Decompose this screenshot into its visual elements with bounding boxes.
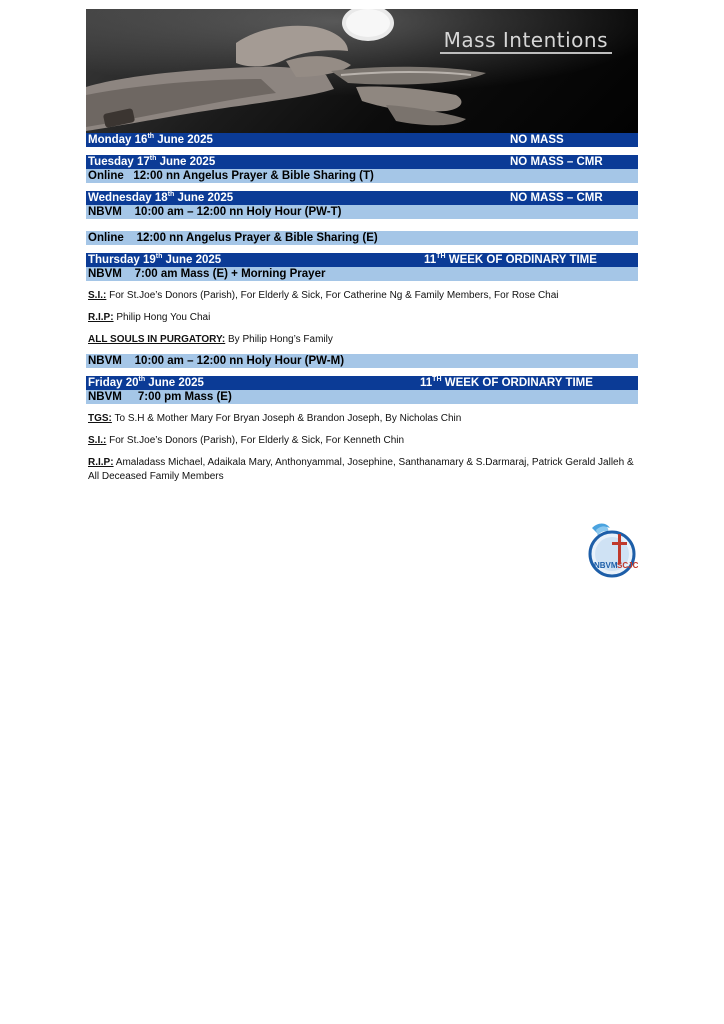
- intention-rip: R.I.P: Philip Hong You Chai: [88, 312, 211, 323]
- intention-all-souls: ALL SOULS IN PURGATORY: By Philip Hong’s Family: [88, 334, 333, 345]
- monday-status: NO MASS: [510, 134, 564, 146]
- monday-date: Monday 16th June 2025: [88, 133, 213, 146]
- thursday-header: [86, 253, 638, 267]
- thursday-date: Thursday 19th June 2025: [88, 253, 222, 266]
- tuesday-status: NO MASS – CMR: [510, 156, 603, 168]
- wednesday-online-line: [86, 231, 638, 245]
- monday-header: [86, 133, 638, 147]
- svg-text:NBVM: NBVM: [594, 561, 618, 570]
- service-location: NBVM: [88, 391, 122, 403]
- wednesday-status: NO MASS – CMR: [510, 192, 603, 204]
- parish-logo-icon: [584, 520, 640, 580]
- banner-title: Mass Intentions: [440, 29, 612, 54]
- service-detail: 7:00 am Mass (E) + Morning Prayer: [134, 268, 326, 280]
- svg-text:SCJC: SCJC: [617, 561, 639, 570]
- intention-tgs: TGS: To S.H & Mother Mary For Bryan Joseph & Brandon Joseph, By Nicholas Chin: [88, 413, 462, 424]
- service-detail: 10:00 am – 12:00 nn Holy Hour (PW-T): [134, 206, 342, 218]
- bulletin-page: [86, 9, 638, 484]
- service-location: Online: [88, 232, 124, 244]
- intention-si: S.I.: For St.Joe’s Donors (Parish), For Elderly & Sick, For Catherine Ng & Family Members, For Rose Chai: [88, 290, 559, 301]
- friday-date: Friday 20th June 2025: [88, 376, 204, 389]
- service-location: Online: [88, 170, 124, 182]
- friday-header: [86, 376, 638, 390]
- mass-intentions-banner: [86, 9, 638, 133]
- service-detail: 12:00 nn Angelus Prayer & Bible Sharing (E): [136, 232, 378, 244]
- wednesday-header: [86, 191, 638, 205]
- wednesday-holy-hour-line: [86, 205, 638, 219]
- intention-si: S.I.: For St.Joe’s Donors (Parish), For Elderly & Sick, For Kenneth Chin: [88, 435, 405, 446]
- service-detail: 12:00 nn Angelus Prayer & Bible Sharing (T): [133, 170, 374, 182]
- wednesday-date: Wednesday 18th June 2025: [88, 191, 234, 204]
- tuesday-online-line: [86, 169, 638, 183]
- service-location: NBVM: [88, 268, 122, 280]
- service-detail: 10:00 am – 12:00 nn Holy Hour (PW-M): [134, 355, 345, 367]
- tuesday-header: [86, 155, 638, 169]
- thursday-holy-hour-line: [86, 354, 638, 368]
- service-location: NBVM: [88, 355, 122, 367]
- tuesday-date: Tuesday 17th June 2025: [88, 155, 216, 168]
- service-detail: 7:00 pm Mass (E): [137, 391, 232, 403]
- friday-week: 11TH WEEK OF ORDINARY TIME: [420, 376, 593, 389]
- service-location: NBVM: [88, 206, 122, 218]
- thursday-mass-line: [86, 267, 638, 281]
- friday-mass-line: [86, 390, 638, 404]
- intention-rip: R.I.P: Amaladass Michael, Adaikala Mary, Anthonyammal, Josephine, Santhanamary & S.Darmaraj, Patrick Gerald Jalleh & All Deceased Family Members: [88, 457, 634, 482]
- thursday-week: 11TH WEEK OF ORDINARY TIME: [424, 253, 597, 266]
